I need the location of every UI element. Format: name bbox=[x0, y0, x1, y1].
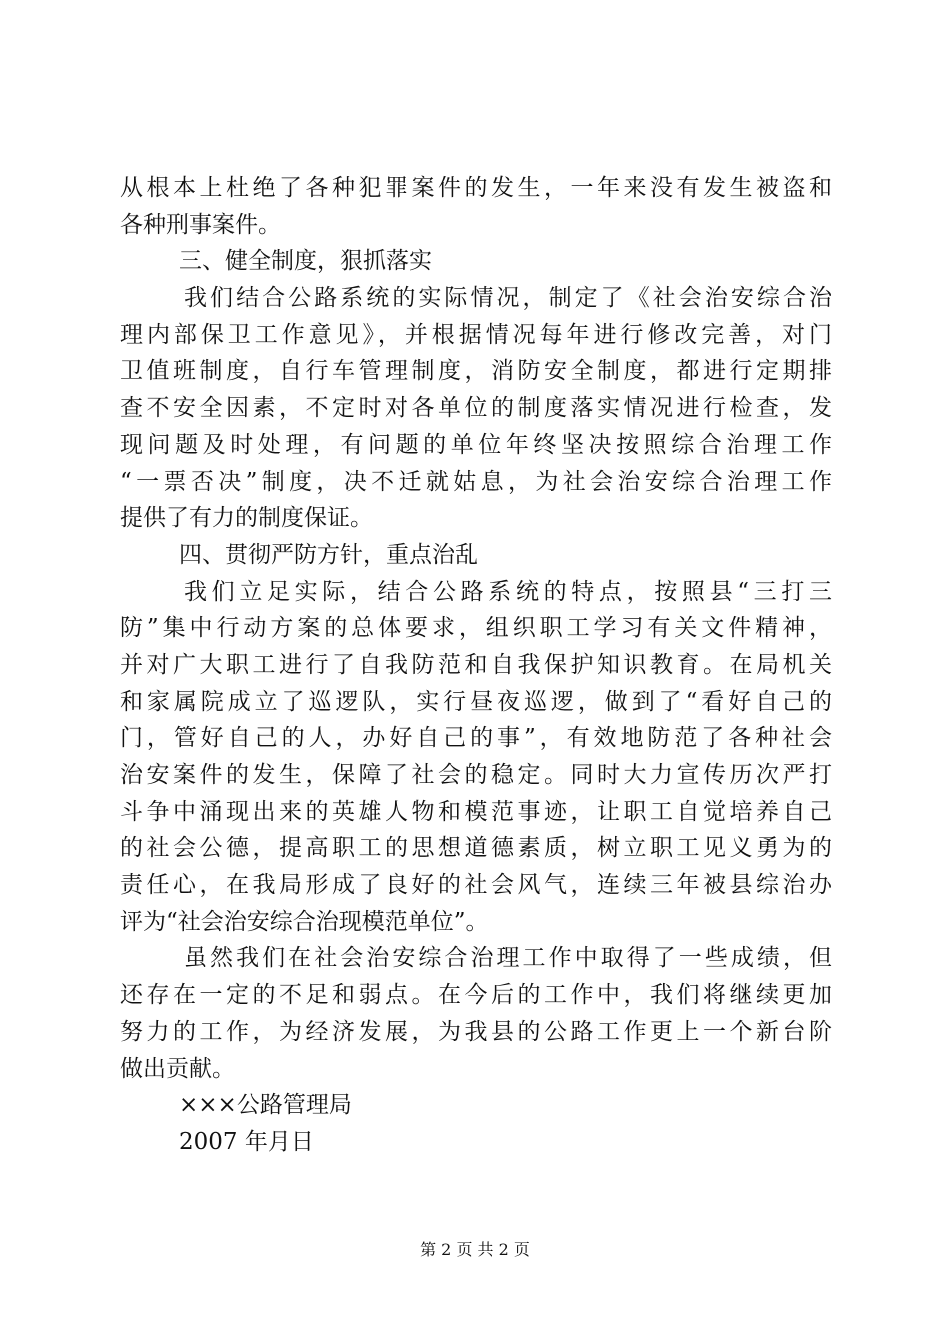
signature-organization: ×××公路管理局 bbox=[179, 1092, 352, 1119]
paragraph-line: 虽然我们在社会治安综合治理工作中取得了一些成绩，但 bbox=[184, 945, 832, 972]
paragraph-line: “一票否决”制度，决不迁就姑息，为社会治安综合治理工作 bbox=[120, 468, 832, 495]
paragraph-line: 斗争中涌现出来的英雄人物和模范事迹，让职工自觉培养自己 bbox=[120, 798, 832, 825]
paragraph-line: 门，管好自己的人，办好自己的事”，有效地防范了各种社会 bbox=[120, 725, 832, 752]
section-heading: 三、健全制度，狠抓落实 bbox=[179, 248, 432, 275]
signature-date: 2007 年月日 bbox=[179, 1128, 314, 1155]
paragraph-line: 各种刑事案件。 bbox=[120, 211, 281, 238]
paragraph-line: 做出贡献。 bbox=[120, 1055, 235, 1082]
paragraph-line: 和家属院成立了巡逻队，实行昼夜巡逻，做到了“看好自己的 bbox=[120, 688, 832, 715]
paragraph-line: 还存在一定的不足和弱点。在今后的工作中，我们将继续更加 bbox=[120, 982, 832, 1009]
paragraph-line: 提供了有力的制度保证。 bbox=[120, 505, 373, 532]
paragraph-line: 我们立足实际，结合公路系统的特点，按照县“三打三 bbox=[184, 578, 832, 605]
paragraph-line: 的社会公德，提高职工的思想道德素质，树立职工见义勇为的 bbox=[120, 835, 832, 862]
paragraph-line: 治安案件的发生，保障了社会的稳定。同时大力宣传历次严打 bbox=[120, 762, 832, 788]
paragraph-line: 卫值班制度，自行车管理制度，消防安全制度，都进行定期排 bbox=[120, 358, 832, 385]
paragraph-line: 评为“社会治安综合治现模范单位”。 bbox=[120, 908, 489, 935]
paragraph-line: 理内部保卫工作意见》，并根据情况每年进行修改完善，对门 bbox=[120, 321, 832, 348]
paragraph-line: 防”集中行动方案的总体要求，组织职工学习有关文件精神， bbox=[120, 615, 832, 642]
paragraph-line: 并对广大职工进行了自我防范和自我保护知识教育。在局机关 bbox=[120, 651, 832, 678]
paragraph-line: 从根本上杜绝了各种犯罪案件的发生，一年来没有发生被盗和 bbox=[120, 175, 832, 201]
paragraph-line: 责任心，在我局形成了良好的社会风气，连续三年被县综治办 bbox=[120, 872, 832, 899]
paragraph-line: 我们结合公路系统的实际情况，制定了《社会治安综合治 bbox=[184, 285, 832, 312]
paragraph-line: 查不安全因素，不定时对各单位的制度落实情况进行检查，发 bbox=[120, 395, 832, 422]
page-number-footer: 第 2 页 共 2 页 bbox=[420, 1240, 530, 1259]
paragraph-line: 努力的工作，为经济发展，为我县的公路工作更上一个新台阶 bbox=[120, 1018, 832, 1045]
section-heading: 四、贯彻严防方针，重点治乱 bbox=[179, 541, 478, 568]
paragraph-line: 现问题及时处理，有问题的单位年终坚决按照综合治理工作 bbox=[120, 431, 832, 458]
document-body bbox=[120, 170, 832, 1161]
